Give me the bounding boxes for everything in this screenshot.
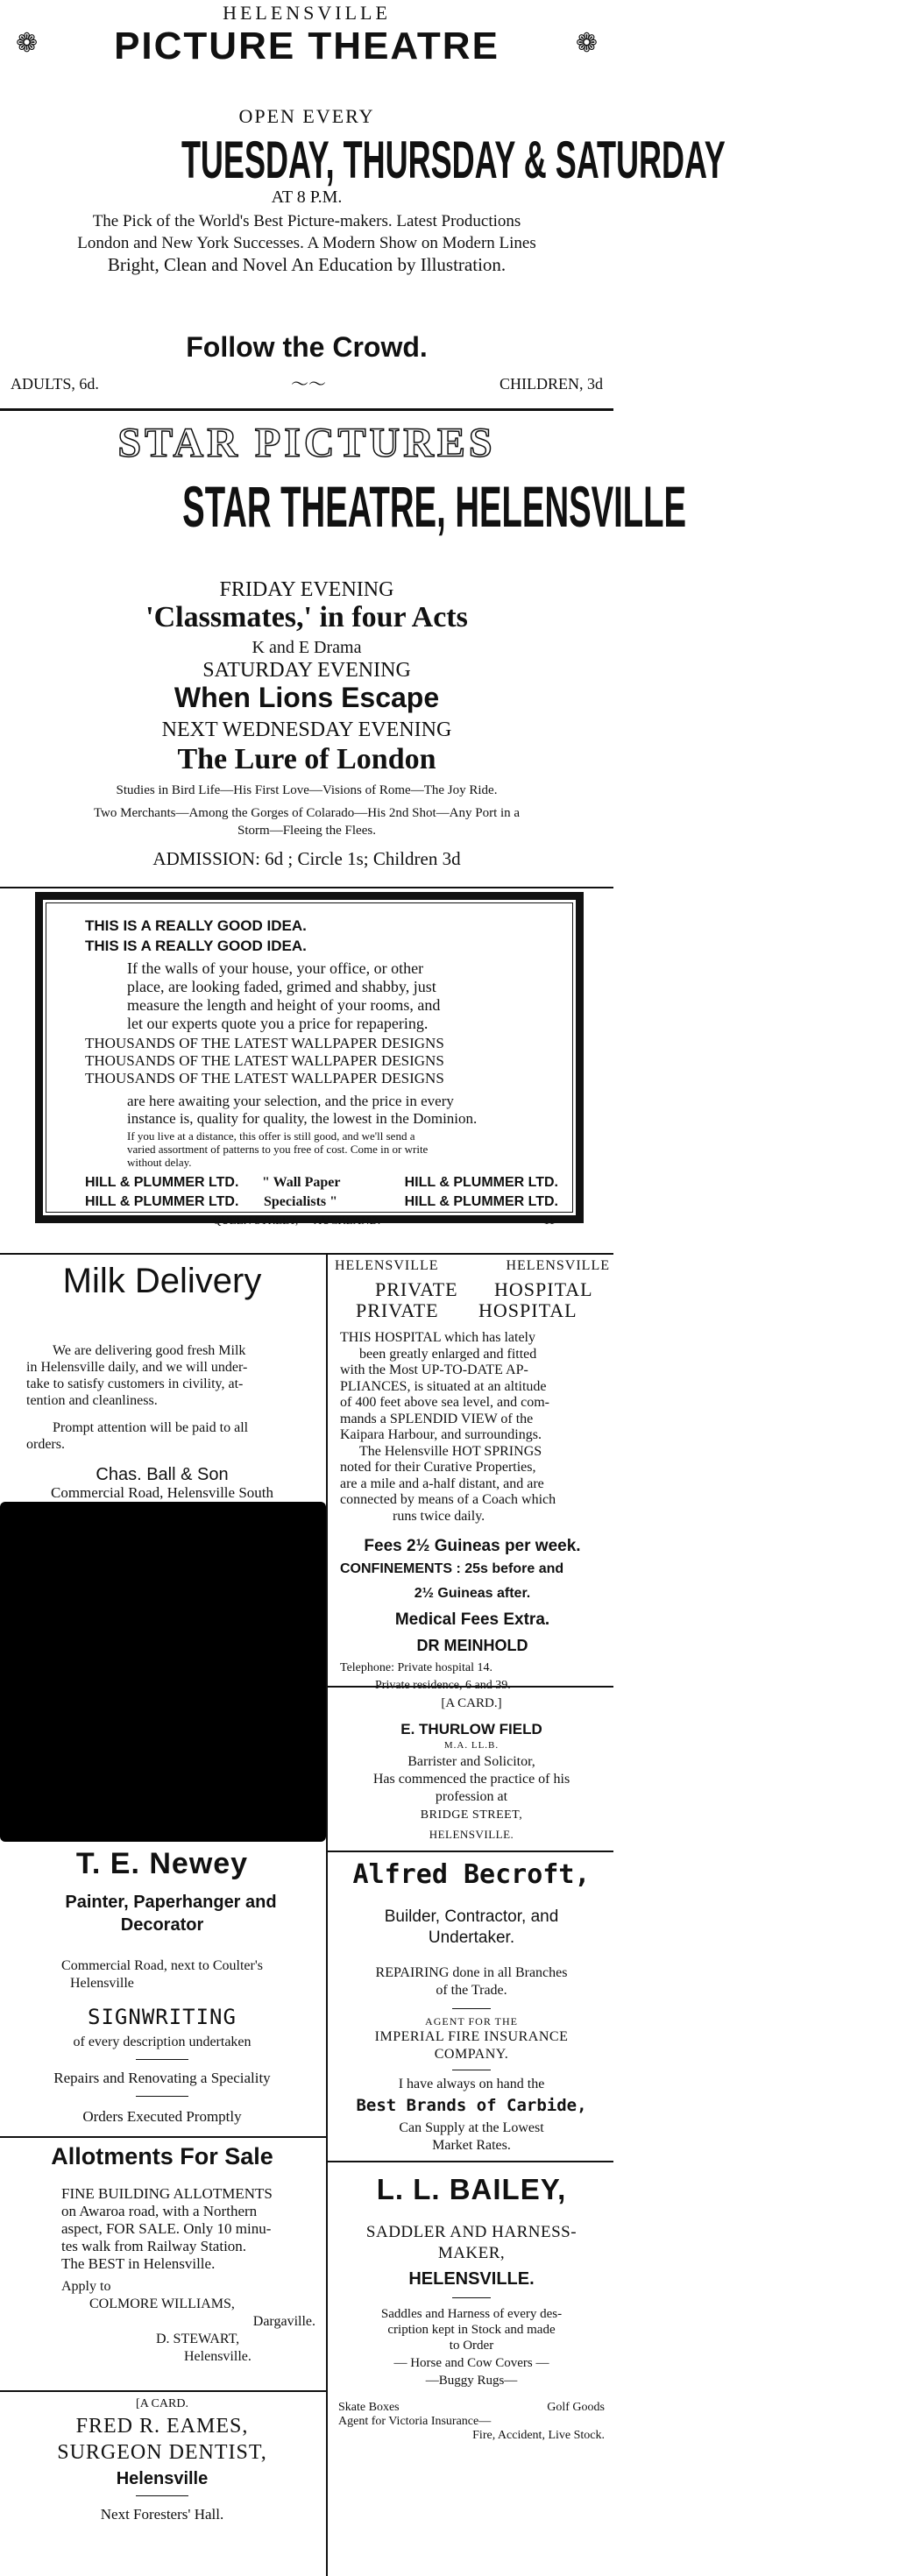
divider — [0, 2390, 326, 2392]
confinements-1: CONFINEMENTS : 25s before and — [340, 1561, 564, 1576]
newey-name: T. E. Newey — [75, 1847, 249, 1880]
carbide-1: I have always on hand the — [398, 2077, 545, 2091]
newey-address-1: Commercial Road, next to Coulter's — [61, 1958, 263, 1973]
wallpaper-body-1: If the walls of your house, your office, or other — [127, 959, 424, 977]
hospital-body: of 400 feet above sea level, and com- — [340, 1395, 550, 1410]
wallpaper-body-4: let our experts quote you a price for repapering. — [127, 1015, 429, 1032]
theatre-line-2: London and New York Successes. A Modern Show on Modern Lines — [77, 234, 536, 252]
divider — [0, 408, 613, 411]
eames-card-label: [A CARD. — [136, 2397, 188, 2410]
allotments-ad — [0, 2143, 324, 2397]
flower-ornament-icon: ❁ — [575, 29, 598, 58]
saturday-evening: SATURDAY EVENING — [202, 659, 411, 682]
firm-tagline: Specialists " — [264, 1194, 337, 1209]
wallpaper-headline-2: THIS IS A REALLY GOOD IDEA. — [85, 938, 307, 954]
hospital-ad — [331, 1258, 613, 1758]
becroft-repair-1: REPAIRING done in all Branches — [375, 1965, 568, 1980]
doctor-name: DR MEINHOLD — [416, 1637, 528, 1654]
bailey-stock-2: cription kept in Stock and made — [387, 2323, 556, 2337]
carbide-4: Market Rates. — [432, 2138, 511, 2153]
divider — [136, 2096, 188, 2097]
hospital-body: PLIANCES, is situated at an altitude — [340, 1378, 547, 1394]
film-lions: When Lions Escape — [174, 682, 440, 713]
adults-price: ADULTS, 6d. — [11, 375, 99, 393]
wallpaper-distance-2: varied assortment of patterns to you free of cost. Come in or write — [127, 1143, 429, 1156]
wallpaper-distance-1: If you live at a distance, this offer is still good, and we'll send a — [127, 1129, 415, 1143]
wallpaper-await-1: are here awaiting your selection, and the price in every — [127, 1093, 454, 1109]
eames-name: FRED R. EAMES, — [75, 2415, 249, 2438]
swash-ornament-icon: 〜〜 — [291, 375, 326, 394]
becroft-name: Alfred Becroft, — [352, 1859, 591, 1890]
field-role: Barrister and Solicitor, — [407, 1754, 535, 1769]
wallpaper-headline-1: THIS IS A REALLY GOOD IDEA. — [85, 917, 307, 934]
wallpaper-distance-3: without delay. — [127, 1156, 192, 1169]
milk-title: Milk Delivery — [62, 1262, 262, 1300]
picture-theatre-ad — [0, 0, 726, 403]
firm-name-left: HILL & PLUMMER LTD. — [85, 1194, 239, 1209]
wallpaper-body-2: place, are looking faded, grimed and shabby, just — [127, 978, 436, 995]
newey-trade-2: Decorator — [120, 1915, 204, 1935]
firm-name-right: HILL & PLUMMER LTD. — [404, 1175, 558, 1190]
divider — [328, 1851, 613, 1852]
divider — [136, 2495, 188, 2496]
field-card-label: [A CARD.] — [441, 1696, 502, 1710]
field-line-1: Has commenced the practice of his — [372, 1772, 570, 1787]
divider — [452, 2297, 491, 2298]
firm-name-left: HILL & PLUMMER LTD. — [85, 1175, 239, 1190]
becroft-trade-1: Builder, Contractor, and — [384, 1907, 559, 1926]
bailey-stock-4: — Horse and Cow Covers — — [393, 2356, 549, 2370]
hospital-body: noted for their Curative Properties, — [340, 1460, 536, 1475]
field-street: BRIDGE STREET, — [420, 1808, 523, 1822]
hospital-body: THIS HOSPITAL which has lately — [340, 1330, 535, 1345]
hospital-label: HOSPITAL — [494, 1278, 593, 1300]
private-label: PRIVATE — [375, 1278, 458, 1300]
firm-address: QUEEN STREET, - - AUCKLAND. — [213, 1214, 381, 1227]
theatre-town: HELENSVILLE — [223, 2, 391, 24]
becroft-trade-2: Undertaker. — [428, 1928, 515, 1947]
allotments-title: Allotments For Sale — [51, 2143, 273, 2169]
hospital-body: with the Most UP-TO-DATE AP- — [340, 1362, 528, 1377]
bailey-trade-1: SADDLER AND HARNESS- — [365, 2223, 578, 2241]
orders-line: Orders Executed Promptly — [82, 2108, 242, 2125]
agent-name-1: COLMORE WILLIAMS, — [89, 2296, 235, 2311]
bailey-town: HELENSVILLE. — [408, 2269, 535, 2289]
flower-ornament-icon: ❁ — [16, 29, 39, 58]
children-price: CHILDREN, 3d — [500, 375, 603, 393]
hospital-body: The Helensville HOT SPRINGS — [359, 1443, 542, 1459]
bailey-ad — [329, 2166, 613, 2576]
private-label: PRIVATE — [356, 1299, 439, 1321]
carbide-3: Can Supply at the Lowest — [399, 2120, 544, 2135]
hospital-body: Kaipara Harbour, and surroundings. — [340, 1427, 542, 1442]
allotments-line-4: tes walk from Railway Station. — [61, 2238, 247, 2254]
eames-role: SURGEON DENTIST, — [57, 2441, 267, 2464]
next-wednesday: NEXT WEDNESDAY EVENING — [161, 718, 452, 741]
film-lure: The Lure of London — [177, 743, 436, 775]
star-pictures-title: STAR PICTURES — [117, 420, 496, 466]
hospital-body: are a mile and a-half distant, and are — [340, 1476, 544, 1491]
hospital-body: been greatly enlarged and fitted — [359, 1346, 537, 1362]
agent-name-2: D. STEWART, — [156, 2332, 240, 2346]
milk-para-1: tention and cleanliness. — [26, 1393, 158, 1408]
bailey-agent-1: Agent for Victoria Insurance— — [338, 2415, 492, 2428]
allotments-line-5: The BEST in Helensville. — [61, 2255, 216, 2272]
firm-tagline: " Wall Paper — [262, 1175, 341, 1190]
hospital-town-left: HELENSVILLE — [335, 1258, 439, 1273]
theatre-days: TUESDAY, THURSDAY & SATURDAY — [181, 131, 726, 189]
insurance-company-2: COMPANY. — [434, 2047, 509, 2062]
support-films-1: Studies in Bird Life—His First Love—Visions of Rome—The Joy Ride. — [116, 783, 498, 797]
bailey-stock-1: Saddles and Harness of every des- — [380, 2307, 563, 2321]
support-films-2: Two Merchants—Among the Gorges of Colarado—His 2nd Shot—Any Port in a — [93, 806, 521, 820]
agent-place-1: Dargaville. — [252, 2314, 315, 2329]
wallpaper-ad — [35, 892, 584, 1227]
bailey-stock-3: to Order — [449, 2339, 494, 2353]
film-classmates-sub: K and E Drama — [252, 638, 362, 657]
agent-place-2: Helensville. — [184, 2349, 252, 2364]
redacted-region — [0, 1502, 326, 1842]
bailey-agent-2: Fire, Accident, Live Stock. — [472, 2429, 605, 2442]
telephone-1: Telephone: Private hospital 14. — [340, 1661, 492, 1674]
firm-name-right: HILL & PLUMMER LTD. — [404, 1194, 558, 1209]
milk-address: Commercial Road, Helensville South — [50, 1484, 273, 1501]
field-degree: M.A. LL.B. — [443, 1740, 500, 1751]
eames-address: Next Foresters' Hall. — [100, 2506, 224, 2523]
apply-to: Apply to — [61, 2279, 111, 2294]
milk-para-1: take to satisfy customers in civility, at- — [26, 1376, 244, 1391]
hospital-label: HOSPITAL — [478, 1299, 578, 1321]
hospital-town-right: HELENSVILLE — [506, 1258, 610, 1273]
hospital-body: connected by means of a Coach which — [340, 1492, 556, 1507]
milk-delivery-ad — [0, 1262, 324, 1484]
theatre-line-3: Bright, Clean and Novel An Education by Illustration. — [107, 254, 507, 275]
signwriting-heading: SIGNWRITING — [88, 2005, 237, 2029]
agent-for: AGENT FOR THE — [425, 2015, 518, 2028]
becroft-repair-2: of the Trade. — [436, 1983, 507, 1998]
friday-evening: FRIDAY EVENING — [219, 578, 394, 601]
wallpaper-designs-1: THOUSANDS OF THE LATEST WALLPAPER DESIGNS — [85, 1035, 444, 1051]
open-every: OPEN EVERY — [238, 105, 375, 127]
skate-boxes: Skate Boxes — [338, 2401, 400, 2414]
medical-fees: Medical Fees Extra. — [394, 1610, 550, 1629]
newey-trade-1: Painter, Paperhanger and — [65, 1893, 277, 1912]
wallpaper-designs-2: THOUSANDS OF THE LATEST WALLPAPER DESIGNS — [85, 1052, 444, 1069]
eames-card — [0, 2397, 324, 2576]
theatre-name: PICTURE THEATRE — [114, 25, 500, 67]
column-divider — [326, 1255, 328, 2576]
film-classmates: 'Classmates,' in four Acts — [145, 601, 468, 633]
star-admission: ADMISSION: 6d ; Circle 1s; Children 3d — [152, 848, 461, 869]
support-films-3: Storm—Fleeing the Flees. — [237, 824, 376, 838]
repairs-line: Repairs and Renovating a Speciality — [53, 2070, 271, 2086]
newey-address-2: Helensville — [70, 1976, 134, 1991]
divider — [0, 2136, 326, 2138]
newey-ad — [0, 1844, 324, 2190]
allotments-line-1: FINE BUILDING ALLOTMENTS — [61, 2185, 273, 2202]
golf-goods: Golf Goods — [547, 2401, 605, 2414]
star-theatre-name: STAR THEATRE, HELENSVILLE — [182, 474, 687, 539]
carbide-2: Best Brands of Carbide, — [356, 2096, 587, 2115]
bailey-name: L. L. BAILEY, — [376, 2173, 567, 2205]
divider — [0, 887, 613, 888]
insurance-company-1: IMPERIAL FIRE INSURANCE — [374, 2029, 569, 2044]
divider — [452, 2008, 491, 2009]
milk-para-2: orders. — [26, 1437, 65, 1452]
hospital-fees: Fees 2½ Guineas per week. — [364, 1537, 581, 1555]
wallpaper-body-3: measure the length and height of your rooms, and — [127, 996, 441, 1014]
star-theatre-ad — [0, 414, 687, 887]
wallpaper-designs-3: THOUSANDS OF THE LATEST WALLPAPER DESIGNS — [85, 1070, 444, 1086]
eames-town: Helensville — [116, 2469, 209, 2488]
milk-firm: Chas. Ball & Son — [96, 1465, 229, 1484]
field-town: HELENSVILLE. — [429, 1828, 514, 1841]
hospital-body: runs twice daily. — [393, 1508, 485, 1524]
milk-para-1: in Helensville daily, and we will under- — [26, 1360, 248, 1375]
signwriting-sub: of every description undertaken — [73, 2035, 252, 2049]
hospital-body: mands a SPLENDID VIEW of the — [340, 1411, 534, 1426]
theatre-slogan: Follow the Crowd. — [186, 331, 428, 363]
milk-para-2: Prompt attention will be paid to all — [53, 1420, 249, 1435]
bailey-stock-5: —Buggy Rugs— — [425, 2374, 518, 2388]
theatre-line-1: The Pick of the World's Best Picture-makers. Latest Productions — [92, 212, 521, 230]
allotments-line-3: aspect, FOR SALE. Only 10 minu- — [61, 2220, 272, 2237]
divider — [328, 1686, 613, 1688]
confinements-2: 2½ Guineas after. — [414, 1586, 531, 1601]
ad-reference: 11 — [543, 1214, 555, 1227]
bailey-trade-2: MAKER, — [437, 2244, 506, 2262]
field-line-2: profession at — [435, 1789, 508, 1804]
field-name: E. THURLOW FIELD — [400, 1721, 542, 1737]
theatre-time: AT 8 P.M. — [271, 188, 343, 207]
milk-para-1: We are delivering good fresh Milk — [53, 1343, 246, 1358]
allotments-line-2: on Awaroa road, with a Northern — [61, 2203, 258, 2219]
divider — [136, 2059, 188, 2060]
wallpaper-await-2: instance is, quality for quality, the lowest in the Dominion. — [127, 1110, 478, 1127]
divider — [328, 2161, 613, 2162]
divider — [0, 1253, 613, 1255]
field-card — [329, 1691, 613, 1854]
